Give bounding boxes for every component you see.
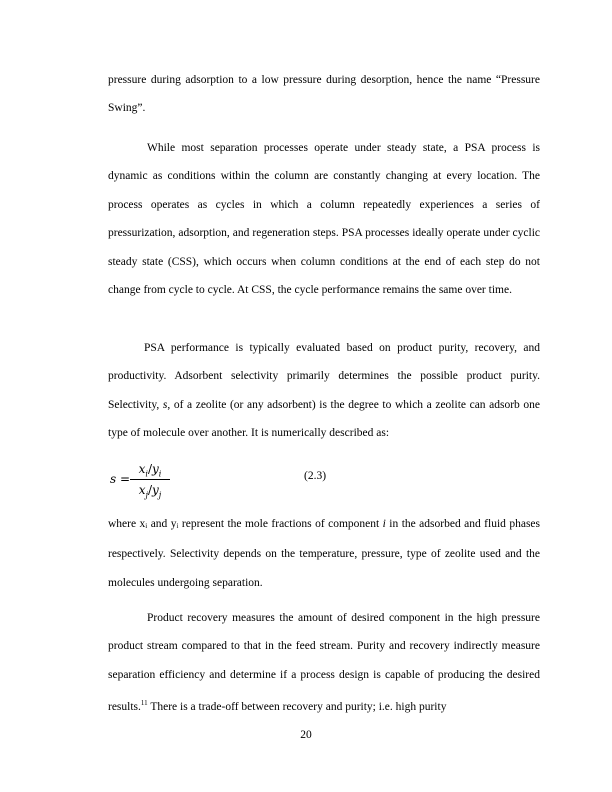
fraction-bar: [130, 479, 170, 480]
paragraph-psa-performance: [108, 334, 540, 448]
paragraph-continuation: [108, 66, 540, 123]
variable-i: i: [382, 518, 386, 530]
equation-lhs: s =: [110, 472, 131, 486]
equation-number: (2.3): [304, 470, 327, 482]
subscript: i: [176, 522, 179, 530]
fraction-numerator: $x_i/y_i$: [138, 462, 162, 479]
paragraph-where: [108, 510, 540, 597]
variable-s: s: [162, 398, 168, 411]
paragraph-text: PSA performance is typically evaluated based on product purity, recovery, and productivity. Adsorbent selectivity primarily determines the possible product purity. Selectivity,: [108, 342, 540, 411]
paragraph-text: While most separation processes operate under steady state, a PSA process is dynamic as conditions within the column are constantly changing at every location. The process operates as cycles in which a column repeatedly experiences a series of pressurization, adsorption, and regeneration steps. PSA processes ideally operate under cyclic steady state (CSS), which occurs when column conditions at the end of each step do not change from cycle to cycle. At CSS, the cycle performance remains the same over time.: [108, 142, 540, 297]
equation-fraction: [130, 460, 170, 499]
subscript: i: [145, 522, 148, 530]
paragraph-text: Product recovery measures the amount of desired component in the high pressure product stream compared to that in the feed stream. Purity and recovery indirectly measure separation efficiency and determine if a process design is capable of producing the desired results.: [108, 612, 540, 714]
equation-selectivity: [108, 460, 540, 504]
citation-superscript: 11: [140, 699, 148, 708]
paragraph-text: , of a zeolite (or any adsorbent) is the degree to which a zeolite can adsorb one type of molecule over another. It is numerically described as:: [108, 398, 540, 440]
paragraph-text: pressure during adsorption to a low pressure during desorption, hence the name “Pressure Swing”.: [108, 74, 540, 115]
paragraph-product-recovery: [108, 604, 540, 722]
paragraph-text: represent the mole fractions of component: [178, 518, 383, 530]
paragraph-text: and y: [147, 518, 177, 530]
paragraph-text: There is a trade-off between recovery and purity; i.e. high purity: [147, 701, 447, 714]
page-number: 20: [300, 729, 312, 741]
paragraph-text: where x: [108, 518, 146, 530]
paragraph-steady-state: [108, 134, 540, 304]
paragraph-text: in the adsorbed and fluid phases respectively. Selectivity depends on the temperature, pressure, type of zeolite used and the molecules undergoing separation.: [108, 518, 541, 589]
fraction-denominator: $x_j/y_j$: [138, 483, 162, 500]
